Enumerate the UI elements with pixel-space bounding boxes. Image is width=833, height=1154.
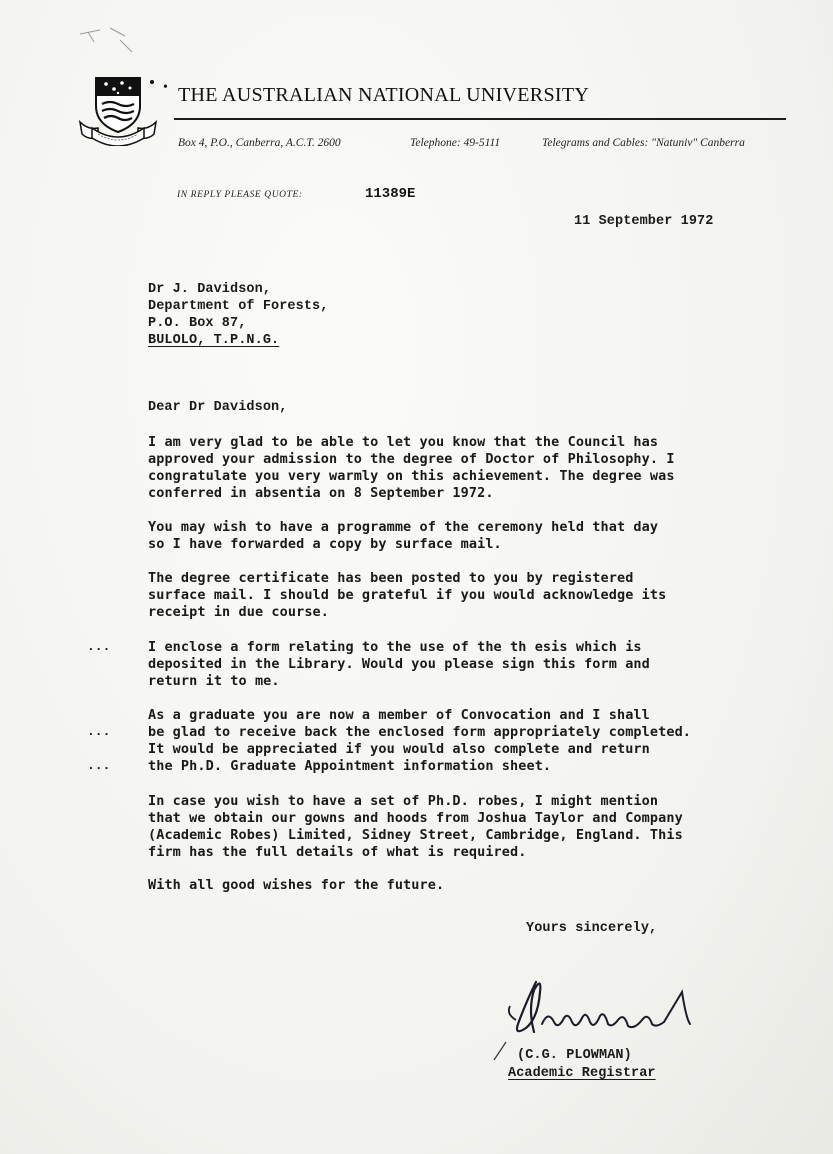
body-line: conferred in absentia on 8 September 1972. (148, 485, 494, 501)
university-crest-icon (78, 74, 170, 146)
margin-dots: ... (87, 639, 111, 654)
salutation: Dear Dr Davidson, (148, 400, 288, 415)
body-line: receipt in due course. (148, 604, 330, 620)
recipient-line: Dr J. Davidson, (148, 282, 272, 297)
body-line: that we obtain our gowns and hoods from Joshua Taylor and Company (148, 810, 683, 826)
letterhead-dot: • (163, 80, 168, 95)
body-line: congratulate you very warmly on this achievement. The degree was (148, 468, 675, 484)
margin-dots: ... (87, 724, 111, 739)
body-line: In case you wish to have a set of Ph.D. robes, I might mention (148, 793, 659, 809)
body-line: the Ph.D. Graduate Appointment information sheet. (148, 758, 552, 774)
valediction: Yours sincerely, (526, 921, 658, 936)
university-name: THE AUSTRALIAN NATIONAL UNIVERSITY (178, 84, 590, 106)
signatory-title: Academic Registrar (508, 1066, 656, 1081)
pencil-mark-icon (70, 20, 150, 60)
body-line: It would be appreciated if you would also complete and return (148, 741, 650, 757)
reference-number: 11389E (365, 186, 416, 202)
recipient-line: P.O. Box 87, (148, 316, 247, 331)
body-line: With all good wishes for the future. (148, 877, 445, 893)
body-line: deposited in the Library. Would you please sign this form and (148, 656, 650, 672)
recipient-line: BULOLO, T.P.N.G. (148, 333, 280, 348)
body-line: (Academic Robes) Limited, Sidney Street, Cambridge, England. This (148, 827, 683, 843)
body-line: You may wish to have a programme of the ceremony held that day (148, 519, 659, 535)
telephone-text: Telephone: 49-5111 (410, 137, 501, 149)
body-line: approved your admission to the degree of Doctor of Philosophy. I (148, 451, 675, 467)
letter-date: 11 September 1972 (574, 214, 714, 229)
signatory-name: (C.G. PLOWMAN) (517, 1048, 632, 1063)
telegrams-text: Telegrams and Cables: "Natuniv" Canberra (542, 137, 745, 149)
body-line: The degree certificate has been posted to you by registered (148, 570, 634, 586)
body-line: be glad to receive back the enclosed form appropriately completed. (148, 724, 692, 740)
recipient-line: Department of Forests, (148, 299, 329, 314)
body-line: so I have forwarded a copy by surface mail. (148, 536, 502, 552)
body-line: I am very glad to be able to let you know that the Council has (148, 434, 659, 450)
body-line: I enclose a form relating to the use of the th esis which is (148, 639, 642, 655)
body-line: surface mail. I should be grateful if you would acknowledge its (148, 587, 667, 603)
letterhead-rule (174, 118, 786, 120)
body-line: As a graduate you are now a member of Convocation and I shall (148, 707, 650, 723)
reply-label: IN REPLY PLEASE QUOTE: (177, 190, 303, 200)
body-line: firm has the full details of what is required. (148, 844, 527, 860)
margin-dots: ... (87, 758, 111, 773)
address-text: Box 4, P.O., Canberra, A.C.T. 2600 (178, 137, 341, 149)
body-line: return it to me. (148, 673, 280, 689)
